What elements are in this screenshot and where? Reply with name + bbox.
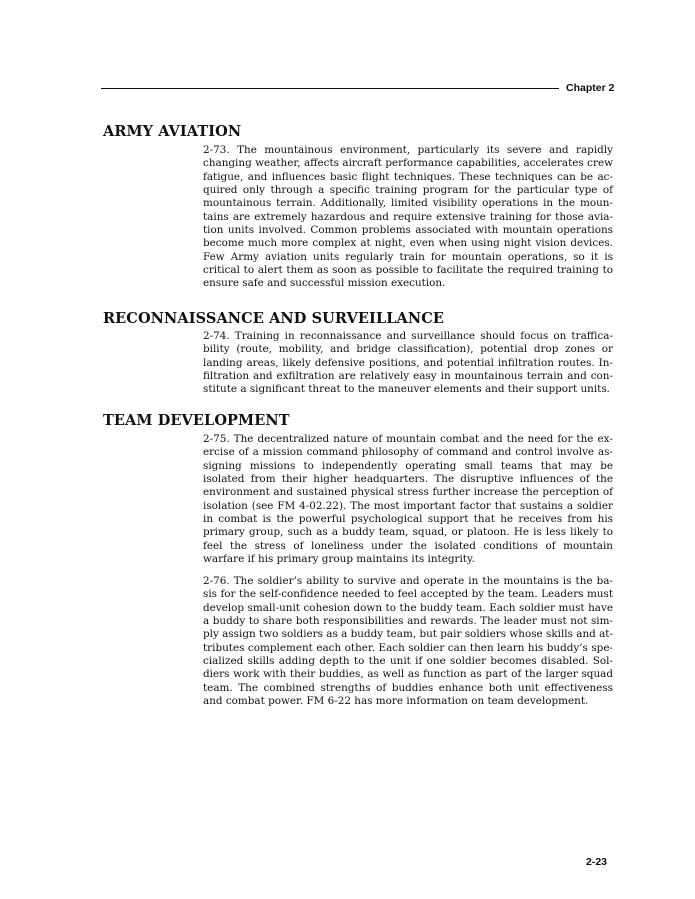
- paragraph-2-75: 2-75. The decentralized nature of mountain combat and the need for the exercise of a mission command philosophy of command and control involve assigning missions to independently operating small teams that may be isolated from their higher headquarters. The disruptive influences of the environment and sustained physical stress further increase the perception of isolation (see FM 4-02.22). The most important factor that sustains a soldier in combat is the powerful psychological support that he receives from his primary group, such as a buddy team, squad, or platoon. He is less likely to feel the stress of loneliness under the isolated conditions of mountain warfare if his primary group maintains its integrity.: [203, 433, 613, 566]
- section-heading: ARMY AVIATION: [103, 123, 242, 140]
- section-heading: TEAM DEVELOPMENT: [103, 412, 290, 429]
- page-number: 2-23: [586, 856, 608, 868]
- section-heading: RECONNAISSANCE AND SURVEILLANCE: [103, 310, 445, 327]
- paragraph-2-74: 2-74. Training in reconnaissance and surveillance should focus on trafficability (route, mobility, and bridge classification), potential drop zones or landing areas, likely defensive positions, and potential infiltration routes. Infiltration and exfiltration are relatively easy in mountainous terrain and constitute a significant threat to the maneuver elements and their support units.: [203, 330, 613, 396]
- paragraph-2-73: 2-73. The mountainous environment, particularly its severe and rapidly changing weather, affects aircraft performance capabilities, accelerates crew fatigue, and influences basic flight techniques. These techniques can be acquired only through a specific training program for the particular type of mountainous terrain. Additionally, limited visibility operations in the mountains are extremely hazardous and require extensive training for those aviation units involved. Common problems associated with mountain operations become much more complex at night, even when using night vision devices. Few Army aviation units regularly train for mountain operations, so it is critical to alert them as soon as possible to facilitate the required training to ensure safe and successful mission execution.: [203, 144, 613, 290]
- header-rule: [101, 88, 559, 89]
- chapter-label: Chapter 2: [566, 82, 615, 94]
- paragraph-2-76: 2-76. The soldier’s ability to survive and operate in the mountains is the basis for the self-confidence needed to feel accepted by the team. Leaders must develop small-unit cohesion down to the buddy team. Each soldier must have a buddy to share both responsibilities and rewards. The leader must not simply assign two soldiers as a buddy team, but pair soldiers whose skills and attributes complement each other. Each soldier can then learn his buddy’s specialized skills adding depth to the unit if one soldier becomes disabled. Soldiers work with their buddies, as well as function as part of the larger squad team. The combined strengths of buddies enhance both unit effectiveness and combat power. FM 6-22 has more information on team development.: [203, 575, 613, 708]
